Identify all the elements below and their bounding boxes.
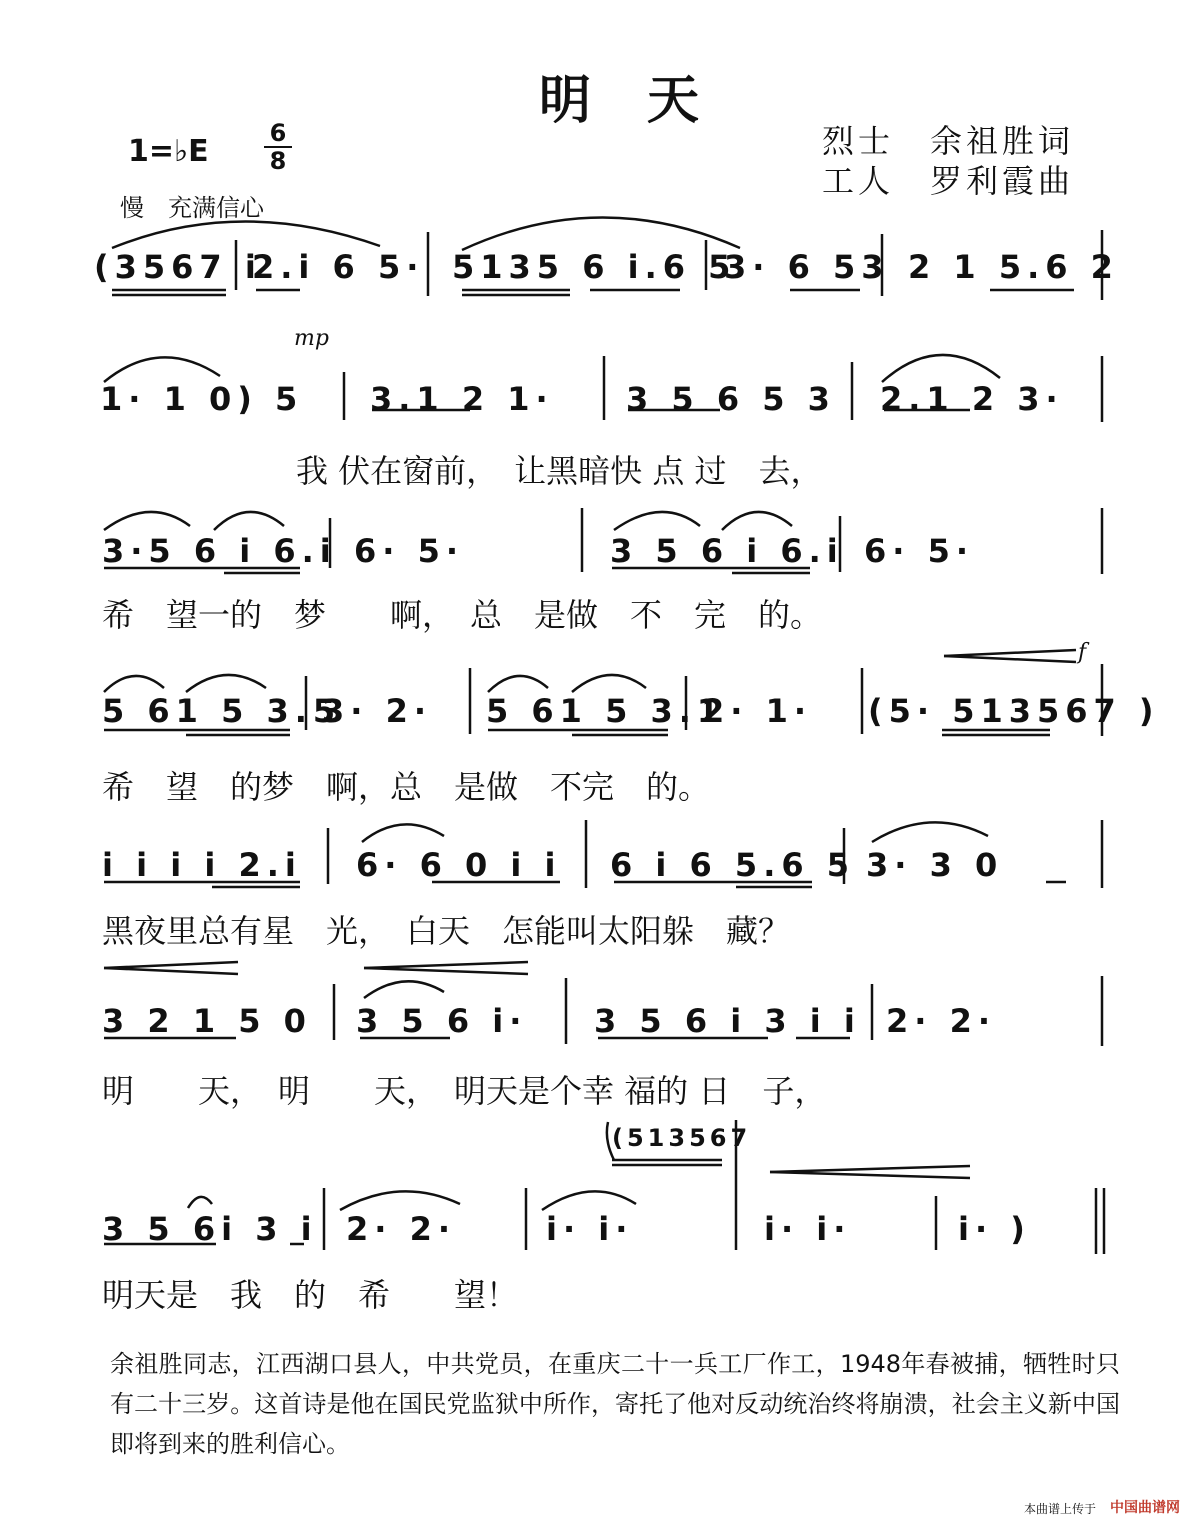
measure-1: (3567 i: [94, 248, 262, 286]
measure-15: 3· 2·: [322, 692, 432, 730]
lyricist-credit: 烈士 余祖胜词: [822, 122, 1075, 160]
measure-27: 3 5 6i 3 i: [102, 1210, 318, 1248]
author-note: 余祖胜同志，江西湖口县人，中共党员，在重庆二十一兵工厂作工，1948年春被捕，牺牲时只有二十三岁。这首诗是他在国民党监狱中所作，寄托了他对反动统治终将崩溃，社会主义新中国即将到来的胜利信心。: [110, 1350, 1120, 1458]
measure-5: 2 1 5.6 2: [908, 248, 1119, 286]
song-title: 明 天: [538, 71, 701, 131]
key-signature: 1=♭E: [128, 134, 209, 169]
time-signature-bottom: 8: [269, 147, 287, 175]
measure-7: 3.1 2 1·: [370, 380, 554, 418]
lyric-line-2: 希 望一的 梦 啊， 总 是做 不 完 的。: [102, 596, 823, 634]
lyric-line-4: 黑夜里总有星 光， 白天 怎能叫太阳躲 藏？: [102, 912, 791, 950]
lyric-line-3: 希 望 的梦 啊，总 是做 不完 的。: [102, 768, 711, 806]
time-signature: [262, 120, 294, 174]
measure-2: 2.i 6 5·: [252, 248, 425, 286]
measure-22: 3· 3 0: [866, 846, 1004, 884]
measure-3: 5135 6 i.6 5: [452, 248, 737, 286]
measure-13: 6· 5·: [864, 532, 974, 570]
measure-18: (5· 513567 ): [868, 692, 1160, 730]
lyric-line-5: 明 天， 明 天， 明天是个幸 福的 日 子，: [102, 1072, 827, 1110]
composer-credit: 工人 罗利霞曲: [822, 162, 1075, 200]
lyric-line-1: 我 伏在窗前， 让黑暗快 点 过 去，: [296, 452, 823, 490]
measure-31: i· ): [958, 1210, 1031, 1248]
measure-11: 6· 5·: [354, 532, 464, 570]
measure-6: 1· 1 0) 5: [100, 380, 304, 418]
lyric-line-6: 明天是 我 的 希 望！: [102, 1276, 519, 1314]
measure-30: i· i·: [764, 1210, 852, 1248]
footer-upload-text: 本曲谱上传于: [1023, 1502, 1096, 1516]
measure-8: 3 5 6 5 3: [626, 380, 836, 418]
measure-19: i i i i 2.i: [102, 846, 302, 884]
measure-20: 6· 6 0 i i: [356, 846, 562, 884]
measure-9: 2.1 2 3·: [880, 380, 1064, 418]
measure-17: 2· 1·: [702, 692, 812, 730]
measure-29: i· i·: [546, 1210, 634, 1248]
measure-26: 2· 2·: [886, 1002, 996, 1040]
site-logo[interactable]: 中国曲谱网: [1110, 1500, 1180, 1516]
dynamic-f: f: [1078, 640, 1087, 665]
alternate-ending: (513567: [612, 1124, 752, 1152]
measure-14: 5 61 5 3.5: [102, 692, 342, 730]
measure-21: 6 i 6 5.6 5: [610, 846, 856, 884]
measure-12: 3 5 6 i 6.i: [610, 532, 844, 570]
measure-16: 5 61 5 3.1: [486, 692, 726, 730]
measure-24: 3 5 6 i·: [356, 1002, 528, 1040]
dynamic-mp: mp: [294, 326, 329, 351]
measure-4: 3· 6 53: [724, 248, 890, 286]
tempo-marking: 慢 充满信心: [120, 194, 264, 222]
time-signature-top: 6: [269, 119, 287, 147]
measure-28: 2· 2·: [346, 1210, 456, 1248]
measure-25: 3 5 6 i 3 i i: [594, 1002, 861, 1040]
measure-23: 3 2 1 5 0: [102, 1002, 312, 1040]
measure-10: 3·5 6 i 6.i: [102, 532, 337, 570]
